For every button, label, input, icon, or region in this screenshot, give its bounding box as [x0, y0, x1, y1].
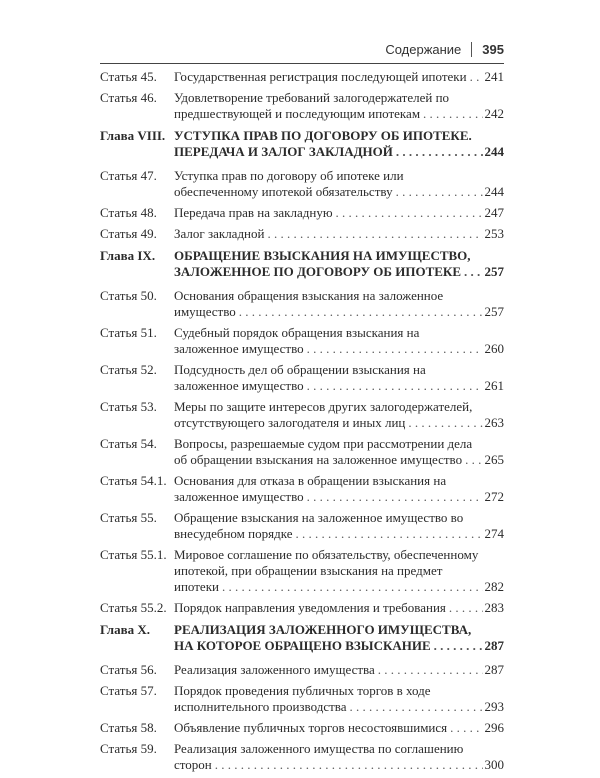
toc-article-entry [100, 399, 504, 431]
entry-title-text: исполнительного производства [174, 699, 347, 714]
entry-page-number: 242 [484, 106, 504, 121]
header-divider [471, 42, 472, 57]
toc-article-entry [100, 325, 504, 357]
entry-title-line [174, 699, 504, 715]
toc-article-entry [100, 436, 504, 468]
article-label: Статья 52. [100, 362, 157, 377]
entry-page-number: 244 [484, 144, 504, 159]
entry-title [174, 741, 504, 773]
entry-title [174, 436, 504, 468]
toc-chapter-entry [100, 248, 504, 280]
entry-page-number: 241 [484, 69, 504, 84]
entry-title-line [174, 720, 504, 736]
entry-title-line [174, 638, 504, 654]
header-rule [100, 63, 504, 64]
entry-title-text: НА КОТОРОЕ ОБРАЩЕНО ВЗЫСКАНИЕ [174, 638, 431, 653]
entry-title-text: ПЕРЕДАЧА И ЗАЛОГ ЗАКЛАДНОЙ [174, 144, 393, 159]
toc-chapter-entry [100, 128, 504, 160]
entry-title [174, 325, 504, 357]
article-label: Статья 49. [100, 226, 157, 241]
entry-title-line [174, 288, 504, 304]
dot-leader [408, 415, 482, 431]
entry-title-text: ипотеки [174, 579, 219, 594]
dot-leader [434, 638, 483, 654]
entry-title-text: Удовлетворение требований залогодержателей по [174, 90, 450, 105]
toc-article-entry [100, 720, 504, 736]
entry-title-line [174, 325, 504, 341]
entry-title-text: Вопросы, разрешаемые судом при рассмотрении дела [174, 436, 473, 451]
dot-leader [449, 600, 483, 616]
entry-title [174, 399, 504, 431]
entry-page-number: 257 [484, 264, 504, 279]
entry-title-text: Подсудность дел об обращении взыскания на [174, 362, 426, 377]
article-label: Статья 55.1. [100, 547, 167, 562]
entry-title-line [174, 362, 504, 378]
dot-leader [239, 304, 483, 320]
dot-leader [295, 526, 482, 542]
entry-title-line [174, 378, 504, 394]
article-label: Статья 45. [100, 69, 157, 84]
dot-leader [307, 489, 483, 505]
article-label: Статья 50. [100, 288, 157, 303]
article-label: Статья 51. [100, 325, 157, 340]
entry-title-text: ОБРАЩЕНИЕ ВЗЫСКАНИЯ НА ИМУЩЕСТВО, [174, 248, 471, 263]
entry-title [174, 288, 504, 320]
article-label: Статья 53. [100, 399, 157, 414]
entry-title-line [174, 205, 504, 221]
dot-leader [307, 341, 483, 357]
article-label: Статья 55. [100, 510, 157, 525]
entry-page-number: 287 [484, 662, 504, 677]
toc-article-entry [100, 168, 504, 200]
dot-leader [215, 757, 483, 773]
toc-article-entry [100, 69, 504, 85]
entry-title-line [174, 547, 504, 563]
entry-page-number: 287 [484, 638, 504, 653]
dot-leader [336, 205, 483, 221]
entry-title [174, 128, 504, 160]
dot-leader [464, 264, 482, 280]
entry-title [174, 683, 504, 715]
toc-article-entry [100, 662, 504, 678]
entry-page-number: 263 [484, 415, 504, 430]
entry-title-text: имущество [174, 304, 236, 319]
dot-leader [222, 579, 483, 595]
entry-title-line [174, 184, 504, 200]
entry-title-line [174, 90, 504, 106]
entry-title-text: РЕАЛИЗАЦИЯ ЗАЛОЖЕННОГО ИМУЩЕСТВА, [174, 622, 472, 637]
entry-title-text: обеспеченному ипотекой обязательству [174, 184, 393, 199]
toc-article-entry [100, 226, 504, 242]
toc-article-entry [100, 547, 504, 595]
entry-title-line [174, 168, 504, 184]
entry-title-text: заложенное имущество [174, 341, 304, 356]
entry-title-text: Порядок направления уведомления и требования [174, 600, 446, 615]
entry-title-line [174, 563, 504, 579]
entry-title-text: Судебный порядок обращения взыскания на [174, 325, 420, 340]
entry-title-line [174, 106, 504, 122]
entry-title-line [174, 69, 504, 85]
entry-title [174, 510, 504, 542]
toc-article-entry [100, 205, 504, 221]
entry-title-text: Обращение взыскания на заложенное имущество во [174, 510, 464, 525]
entry-title-line [174, 144, 504, 160]
article-label: Статья 54.1. [100, 473, 167, 488]
dot-leader [350, 699, 483, 715]
entry-title-line [174, 452, 504, 468]
entry-title [174, 622, 504, 654]
entry-page-number: 247 [484, 205, 504, 220]
entry-title-line [174, 415, 504, 431]
entry-title-text: Реализация заложенного имущества [174, 662, 375, 677]
entry-title-text: об обращении взыскания на заложенное имущество [174, 452, 463, 467]
article-label: Статья 55.2. [100, 600, 167, 615]
entry-title-text: заложенное имущество [174, 489, 304, 504]
entry-title-text: Основания для отказа в обращении взыскания на [174, 473, 447, 488]
entry-page-number: 296 [484, 720, 504, 735]
entry-title-line [174, 662, 504, 678]
entry-title [174, 168, 504, 200]
dot-leader [465, 452, 482, 468]
entry-title-text: Меры по защите интересов других залогодержателей, [174, 399, 473, 414]
entry-title-text: Мировое соглашение по обязательству, обеспеченному [174, 547, 479, 562]
entry-title-text: Порядок проведения публичных торгов в ходе [174, 683, 431, 698]
article-label: Статья 58. [100, 720, 157, 735]
entry-page-number: 283 [484, 600, 504, 615]
toc-article-entry [100, 683, 504, 715]
chapter-label: Глава VIII. [100, 128, 166, 143]
entry-page-number: 260 [484, 341, 504, 356]
entry-title [174, 662, 504, 678]
entry-title-line [174, 436, 504, 452]
article-label: Статья 57. [100, 683, 157, 698]
entry-title-line [174, 341, 504, 357]
chapter-label: Глава IX. [100, 248, 156, 263]
entry-page-number: 257 [484, 304, 504, 319]
entry-title-line [174, 622, 504, 638]
entry-title [174, 547, 504, 595]
entry-title-line [174, 741, 504, 757]
toc-article-entry [100, 473, 504, 505]
entry-page-number: 261 [484, 378, 504, 393]
entry-title-line [174, 600, 504, 616]
entry-title [174, 248, 504, 280]
entry-title-text: ЗАЛОЖЕННОЕ ПО ДОГОВОРУ ОБ ИПОТЕКЕ [174, 264, 462, 279]
entry-title [174, 473, 504, 505]
entry-title-text: предшествующей и последующим ипотекам [174, 106, 421, 121]
toc-chapter-entry [100, 622, 504, 654]
entry-page-number: 293 [484, 699, 504, 714]
article-label: Статья 47. [100, 168, 157, 183]
toc-article-entry [100, 600, 504, 616]
entry-title [174, 362, 504, 394]
toc-article-entry [100, 741, 504, 773]
article-label: Статья 48. [100, 205, 157, 220]
dot-leader [423, 106, 482, 122]
running-head [385, 42, 504, 57]
toc-article-entry [100, 362, 504, 394]
entry-title-line [174, 579, 504, 595]
entry-title-line [174, 683, 504, 699]
running-head-section: Содержание [385, 42, 462, 57]
dot-leader [307, 378, 483, 394]
entry-title-line [174, 489, 504, 505]
entry-title-line [174, 757, 504, 773]
entry-title-text: заложенное имущество [174, 378, 304, 393]
entry-title [174, 226, 504, 242]
entry-page-number: 272 [484, 489, 504, 504]
article-label: Статья 56. [100, 662, 157, 677]
article-label: Статья 46. [100, 90, 157, 105]
entry-title-line [174, 399, 504, 415]
entry-title-text: Реализация заложенного имущества по соглашению [174, 741, 464, 756]
entry-title-text: Передача прав на закладную [174, 205, 333, 220]
dot-leader [378, 662, 483, 678]
entry-title-text: Залог закладной [174, 226, 265, 241]
toc-article-entry [100, 510, 504, 542]
entry-title [174, 69, 504, 85]
entry-title [174, 600, 504, 616]
entry-title-line [174, 264, 504, 280]
entry-title-text: Государственная регистрация последующей ипотеки [174, 69, 467, 84]
toc-article-entry [100, 90, 504, 122]
entry-page-number: 274 [484, 526, 504, 541]
entry-title-line [174, 473, 504, 489]
entry-title-text: Уступка прав по договору об ипотеке или [174, 168, 404, 183]
entry-title [174, 720, 504, 736]
entry-page-number: 282 [484, 579, 504, 594]
entry-title-text: УСТУПКА ПРАВ ПО ДОГОВОРУ ОБ ИПОТЕКЕ. [174, 128, 472, 143]
dot-leader [470, 69, 483, 85]
article-label: Статья 59. [100, 741, 157, 756]
entry-title-line [174, 226, 504, 242]
entry-title-text: Основания обращения взыскания на заложенное [174, 288, 444, 303]
entry-title [174, 205, 504, 221]
entry-title-line [174, 128, 504, 144]
dot-leader [396, 144, 483, 160]
entry-page-number: 244 [484, 184, 504, 199]
dot-leader [450, 720, 482, 736]
toc-article-entry [100, 288, 504, 320]
entry-title-text: отсутствующего залогодателя и иных лиц [174, 415, 406, 430]
entry-title-line [174, 526, 504, 542]
chapter-label: Глава X. [100, 622, 151, 637]
dot-leader [396, 184, 483, 200]
article-label: Статья 54. [100, 436, 157, 451]
entry-title [174, 90, 504, 122]
entry-title-text: внесудебном порядке [174, 526, 293, 541]
dot-leader [267, 226, 482, 242]
entry-page-number: 300 [484, 757, 504, 772]
entry-title-text: Объявление публичных торгов несостоявшимися [174, 720, 448, 735]
entry-title-line [174, 304, 504, 320]
entry-page-number: 265 [484, 452, 504, 467]
page-number: 395 [482, 42, 504, 57]
entry-title-text: сторон [174, 757, 212, 772]
entry-page-number: 253 [484, 226, 504, 241]
entry-title-line [174, 248, 504, 264]
entry-title-text: ипотекой, при обращении взыскания на предмет [174, 563, 443, 578]
entry-title-line [174, 510, 504, 526]
table-of-contents [100, 69, 504, 778]
